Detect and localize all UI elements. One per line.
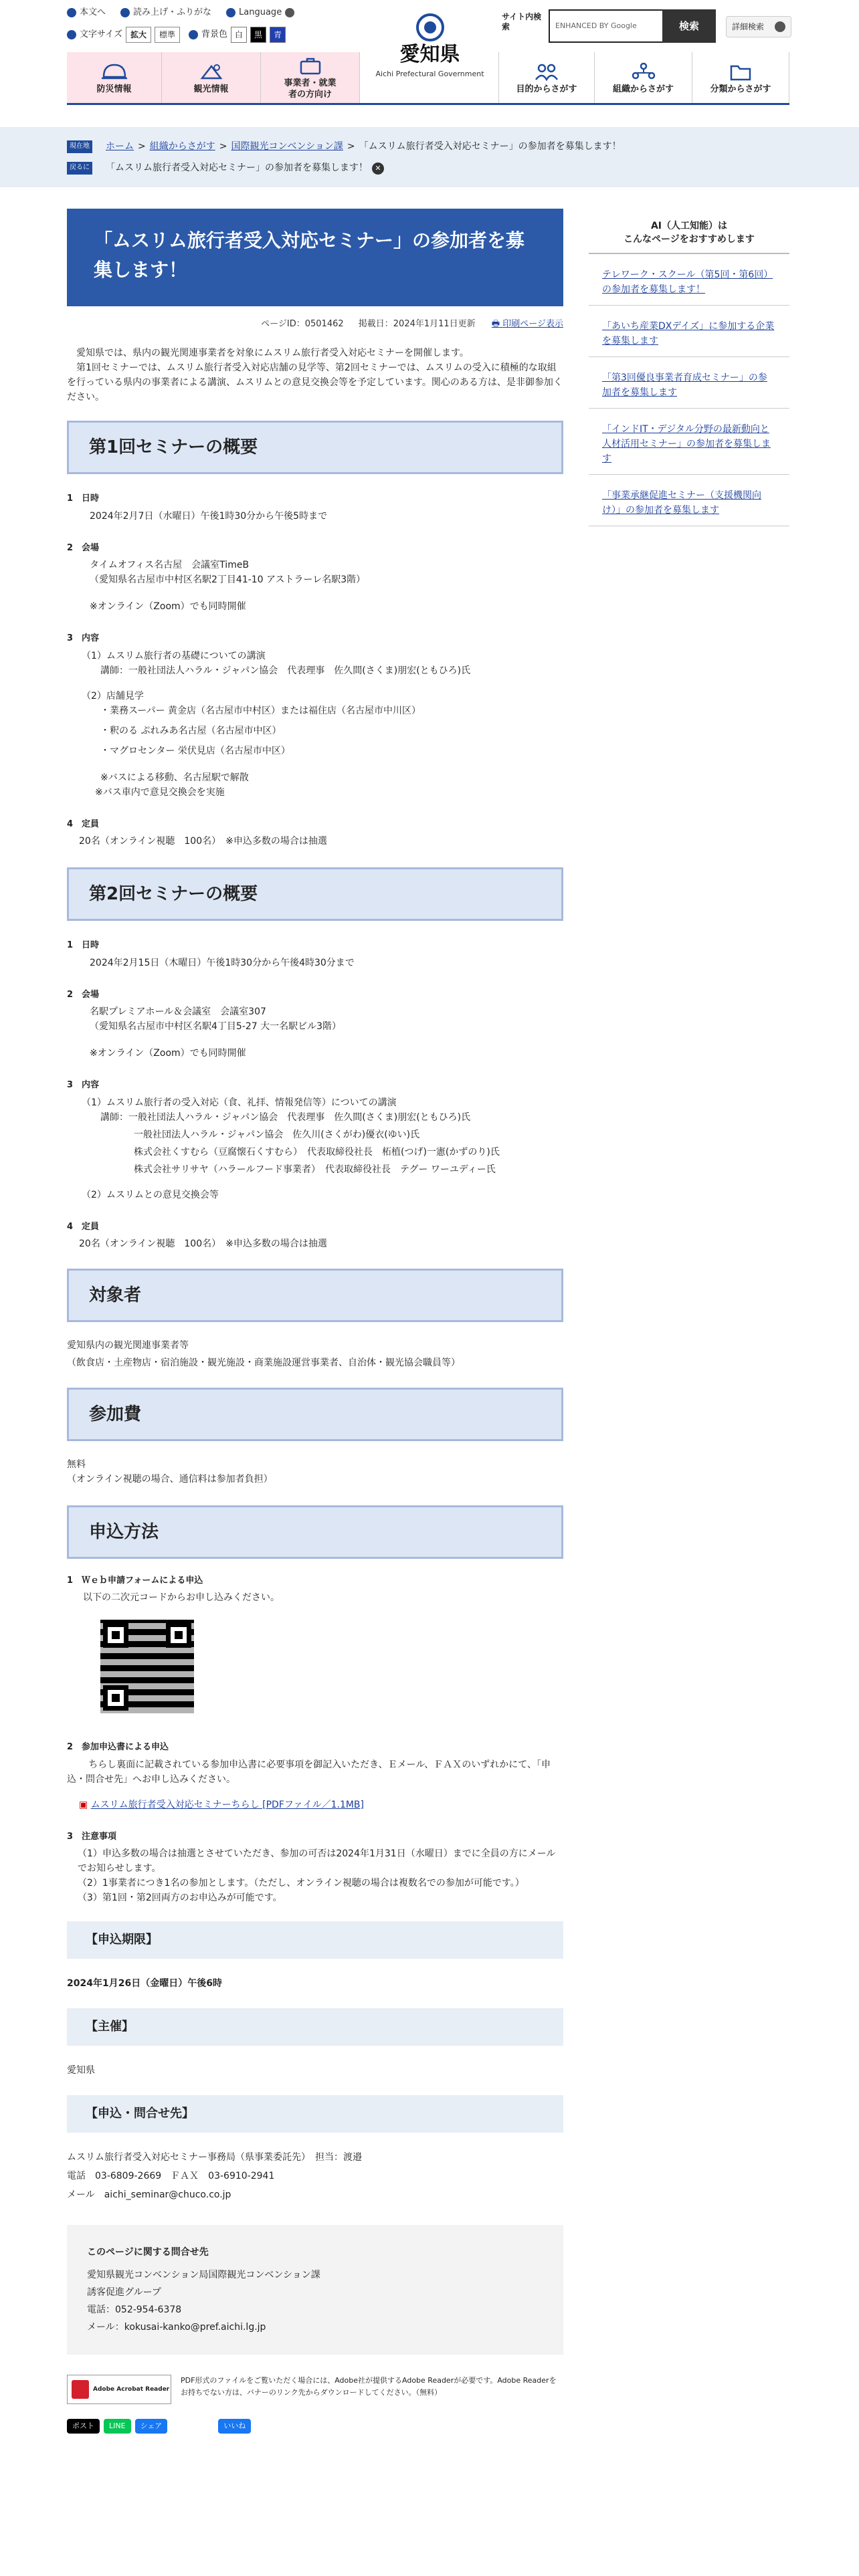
- qr-code-icon[interactable]: [100, 1620, 194, 1713]
- lead-paragraph: 第1回セミナーでは、ムスリム旅行者受入対応店舗の見学等、第2回セミナーでは、ムスリムの受入に積極的な取組を行っている県内の事業者による講演、ムスリムとの意見交換会等を予定しています。関心のある方は、是非御参加ください。: [67, 362, 563, 403]
- note-item: （1）申込多数の場合は抽選とさせていただき、参加の可否は2024年1月31日（水曜日）までに全員の方にメールでお知らせします。: [78, 1848, 556, 1874]
- prefecture-emblem-icon: [416, 13, 444, 41]
- globe-icon: [226, 8, 235, 17]
- contact-box: [67, 2225, 563, 2355]
- recommend-item: [589, 357, 789, 409]
- item-heading: 2 会場: [67, 542, 100, 553]
- recommend-link[interactable]: 「事業承継促進セミナー（支援機関向け）」の参加者を募集します: [602, 490, 761, 516]
- arrow-right-icon: [775, 21, 785, 32]
- venue-text: タイムオフィス名古屋 会議室TimeB: [90, 560, 250, 571]
- item-heading: 1 Ｗｅｂ申請フォームによる申込: [67, 1575, 203, 1586]
- target-text: 愛知県内の観光関連事業者等: [67, 1339, 189, 1351]
- page-meta: [67, 317, 563, 331]
- lecturer-text: 一般社団法人ハラル・ジャパン協会 佐久川(さくがわ)優衣(ゆい)氏: [134, 1129, 420, 1140]
- recommend-item: [589, 306, 789, 357]
- bus-note: ※バス車内で意見交換会を実施: [95, 786, 225, 798]
- lead-paragraph: 愛知県では、県内の観光関連事業者を対象にムスリム旅行者受入対応セミナーを開催します。: [76, 348, 469, 359]
- nav-category[interactable]: 分類からさがす: [692, 52, 789, 104]
- section-heading: 第2回セミナーの概要: [67, 867, 563, 921]
- advanced-search-button[interactable]: 詳細検索: [726, 16, 791, 37]
- nav-disaster[interactable]: 防災情報: [67, 52, 162, 104]
- breadcrumb-current: 「ムスリム旅行者受入対応セミナー」の参加者を募集します！: [359, 141, 622, 152]
- display-settings: [67, 27, 286, 43]
- inquiry-text: ムスリム旅行者受入対応セミナー事務局（県事業委託先） 担当：渡邉: [67, 2152, 362, 2163]
- note-item: （2）1事業者につき1名の参加とします。（ただし、オンライン視聴の場合は複数名での参加が可能です。）: [78, 1878, 524, 1889]
- breadcrumb-trail: 現在地 ホーム > 組織からさがす > 国際観光コンベンション課 > 「ムスリム旅行者受入対応セミナー」の参加者を募集します！: [67, 139, 622, 154]
- breadcrumb-organization[interactable]: 組織からさがす: [149, 141, 215, 152]
- venue-text: 名駅プレミアホール＆会議室 会議室307: [90, 1006, 266, 1018]
- adobe-reader-banner[interactable]: Adobe Acrobat Reader: [67, 2375, 171, 2404]
- item-heading: 2 会場: [67, 989, 100, 1000]
- bg-black-button[interactable]: 黒: [250, 27, 266, 43]
- item-heading: 1 日時: [67, 494, 100, 504]
- recommend-link[interactable]: 「あいち産業DXデイズ」に参加する企業を募集します: [602, 321, 775, 346]
- contact-line: メール：kokusai-kanko@pref.aichi.lg.jp: [87, 2322, 266, 2333]
- lecturer-text: 株式会社くすむら（豆腐懐石くすむら） 代表取締役社長 柘植(つげ)一憲(かずのり)氏: [134, 1146, 500, 1158]
- section-heading: 対象者: [67, 1269, 563, 1322]
- acrobat-icon: [72, 2380, 89, 2399]
- host-heading: 【主催】: [67, 2008, 563, 2046]
- fontsize-large-button[interactable]: 拡大: [126, 27, 151, 43]
- pdf-link[interactable]: ムスリム旅行者受入対応セミナーちらし [PDFファイル／1.1MB]: [90, 1799, 365, 1810]
- adobe-notice: [67, 2375, 563, 2404]
- print-link[interactable]: 🖶 印刷ページ表示: [491, 319, 563, 329]
- like-button[interactable]: いいね: [218, 2419, 251, 2434]
- venue-address: （愛知県名古屋市中村区名駅2丁目41-10 アストラーレ名駅3階）: [90, 574, 366, 586]
- content-item: （1）ムスリム旅行者の受入対応（食、礼拝、情報発信等）についての講演: [82, 1097, 397, 1108]
- breadcrumb: [0, 127, 859, 187]
- print-icon: 🖶: [491, 319, 500, 329]
- store-item: ・業務スーパー 黄金店（名古屋市中村区）または福住店（名古屋市中川区）: [100, 705, 421, 716]
- bg-white-button[interactable]: 白: [231, 27, 247, 43]
- breadcrumb-stack: [67, 160, 384, 176]
- online-note: ※オンライン（Zoom）でも同時開催: [90, 601, 246, 613]
- search-button[interactable]: 検索: [662, 9, 716, 43]
- nav-organization[interactable]: 組織からさがす: [595, 52, 692, 104]
- apply-text: 以下の二次元コードからお申し込みください。: [83, 1592, 280, 1604]
- section-heading: 第1回セミナーの概要: [67, 421, 563, 474]
- deadline-heading: 【申込期限】: [67, 1921, 563, 1959]
- skip-link[interactable]: 本文へ: [67, 5, 106, 19]
- online-note: ※オンライン（Zoom）でも同時開催: [90, 1048, 246, 1059]
- store-item: ・釈のる ぷれみあ名古屋（名古屋市中区）: [100, 725, 282, 736]
- contact-line: 愛知県観光コンベンション局国際観光コンベンション課: [87, 2270, 320, 2281]
- bus-note: ※バスによる移動、名古屋駅で解散: [100, 772, 249, 783]
- lecturer-text: 株式会社サリサヤ（ハラールフード事業者） 代表取締役社長 テグー ワーユディー氏: [134, 1164, 496, 1175]
- recommend-item: [589, 475, 789, 526]
- content-item: （2）店舗見学: [82, 690, 144, 702]
- nav-business[interactable]: 事業者・就業者の方向け: [261, 52, 360, 104]
- search-input[interactable]: ENHANCED BY Google: [549, 9, 662, 43]
- bg-blue-button[interactable]: 青: [270, 27, 286, 43]
- adobe-text: PDF形式のファイルをご覧いただく場合には、Adobe社が提供するAdobe Readerが必要です。Adobe Readerをお持ちでない方は、バナーのリンク先からダウンロードしてください。（無料）: [181, 2376, 557, 2397]
- recommend-link[interactable]: 「インドIT・デジタル分野の最新動向と人材活用セミナー」の参加者を募集します: [602, 424, 771, 464]
- fee-note: （オンライン視聴の場合、通信料は参加者負担）: [67, 1473, 273, 1485]
- page-id: ページID：0501462: [261, 319, 344, 329]
- logo-name: 愛知県: [399, 43, 460, 66]
- fontsize-label: 文字サイズ: [80, 29, 122, 40]
- date-text: 2024年2月7日（水曜日）午後1時30分から午後5時まで: [90, 510, 328, 522]
- page-title: 「ムスリム旅行者受入対応セミナー」の参加者を募集します！: [67, 209, 563, 306]
- recommend-item: [589, 254, 789, 306]
- host-text: 愛知県: [67, 2065, 95, 2076]
- item-heading: 4 定員: [67, 1221, 100, 1232]
- item-heading: 1 日時: [67, 940, 100, 951]
- content-item: （2）ムスリムとの意見交換会等: [82, 1189, 219, 1200]
- content-item: （1）ムスリム旅行者の基礎についての講演: [82, 650, 266, 661]
- lecturer-text: 講師：一般社団法人ハラル・ジャパン協会 代表理事 佐久間(さくま)朋宏(ともひろ)氏: [100, 1111, 471, 1123]
- folder-icon: [726, 62, 755, 81]
- venue-address: （愛知県名古屋市中村区名駅4丁目5-27 大一名駅ビル3階）: [90, 1021, 342, 1033]
- sidebar: [589, 214, 789, 526]
- palette-icon: [189, 30, 198, 39]
- breadcrumb-home[interactable]: ホーム: [106, 141, 134, 152]
- ai-recommend-heading: AI（人工知能）は こんなページをおすすめします: [589, 214, 789, 254]
- fee-text: 無料: [67, 1459, 86, 1470]
- item-heading: 3 注意事項: [67, 1831, 117, 1842]
- apply-text: ちらし裏面に記載されている参加申込書に必要事項を御記入いただき、Ｅメール、ＦＡＸのいずれかにて、「申込・問合せ先」へお申し込みください。: [67, 1759, 551, 1785]
- utility-links: [67, 5, 294, 19]
- briefcase-icon: [296, 56, 325, 75]
- inquiry-email: メール aichi_seminar@chuco.co.jp: [67, 2189, 231, 2201]
- section-heading: 申込方法: [67, 1505, 563, 1559]
- close-icon[interactable]: ✕: [372, 163, 384, 175]
- text-size-icon: [67, 30, 76, 39]
- item-heading: 2 参加申込書による申込: [67, 1742, 169, 1753]
- chevron-down-icon: [285, 8, 294, 17]
- nav-tourism[interactable]: 観光情報: [162, 52, 261, 104]
- share-facebook-button[interactable]: シェア: [135, 2419, 168, 2434]
- note-item: （3）第1回・第2回両方のお申込みが可能です。: [78, 1893, 282, 1904]
- inquiry-phone: 電話 03-6809-2669 ＦＡＸ 03-6910-2941: [67, 2171, 275, 2182]
- back-tag: 戻るに: [67, 162, 92, 175]
- item-heading: 4 定員: [67, 819, 100, 829]
- current-location-tag: 現在地: [67, 140, 92, 153]
- stack-item[interactable]: 「ムスリム旅行者受入対応セミナー」の参加者を募集します！: [106, 163, 368, 173]
- recommend-item: [589, 409, 789, 475]
- target-detail: （飲食店・土産物店・宿泊施設・観光施設・商業施設運営事業者、自治体・観光協会職員等）: [67, 1357, 460, 1368]
- bgcolor-label: 背景色: [201, 29, 228, 40]
- recommend-link[interactable]: 「第3回優良事業者育成セミナー」の参加者を募集します: [602, 372, 767, 398]
- capacity-text: 20名（オンライン視聴 100名） ※申込多数の場合は抽選: [79, 836, 327, 847]
- search-label: サイト内検索: [502, 12, 542, 31]
- share-line-button[interactable]: LINE: [104, 2419, 131, 2434]
- contact-line: 電話：052-954-6378: [87, 2304, 182, 2316]
- breadcrumb-division[interactable]: 国際観光コンベンション課: [231, 141, 343, 152]
- logo-english: Aichi Prefectural Government: [375, 70, 484, 78]
- item-heading: 3 内容: [67, 633, 100, 644]
- language-link[interactable]: Language: [226, 5, 294, 19]
- contact-heading: このページに関する問合せ先: [87, 2247, 209, 2258]
- pdf-icon: ▣: [79, 1799, 88, 1810]
- site-logo[interactable]: [371, 13, 488, 80]
- people-icon: [532, 62, 561, 81]
- nav-underline: [67, 103, 789, 105]
- capacity-text: 20名（オンライン視聴 100名） ※申込多数の場合は抽選: [79, 1238, 327, 1249]
- recommend-link[interactable]: テレワーク・スクール（第5回・第6回）の参加者を募集します！: [602, 270, 773, 295]
- share-x-button[interactable]: ポスト: [67, 2419, 100, 2434]
- organization-icon: [629, 62, 658, 81]
- helmet-icon: [100, 62, 129, 81]
- deadline-text: 2024年1月26日（金曜日）午後6時: [67, 1978, 222, 1990]
- fontsize-normal-button[interactable]: 標準: [155, 27, 180, 43]
- lecturer-text: 講師：一般社団法人ハラル・ジャパン協会 代表理事 佐久間(さくま)朋宏(ともひろ)氏: [100, 665, 471, 676]
- inquiry-heading: 【申込・問合せ先】: [67, 2095, 563, 2133]
- share-buttons: [67, 2419, 563, 2434]
- section-heading: 参加費: [67, 1388, 563, 1441]
- tourism-icon: [197, 62, 226, 81]
- update-date: 掲載日：2024年1月11日更新: [358, 319, 476, 329]
- contact-line: 誘客促進グループ: [87, 2287, 161, 2298]
- arrow-down-icon: [67, 8, 76, 17]
- nav-purpose[interactable]: 目的からさがす: [498, 52, 595, 104]
- store-item: ・マグロセンター 栄伏見店（名古屋市中区）: [100, 745, 290, 756]
- site-header: [0, 0, 859, 124]
- readaloud-link[interactable]: 読み上げ・ふりがな: [120, 5, 211, 19]
- speaker-icon: [120, 8, 130, 17]
- date-text: 2024年2月15日（木曜日）午後1時30分から午後4時30分まで: [90, 957, 355, 968]
- main-content: [67, 209, 563, 2434]
- item-heading: 3 内容: [67, 1080, 100, 1091]
